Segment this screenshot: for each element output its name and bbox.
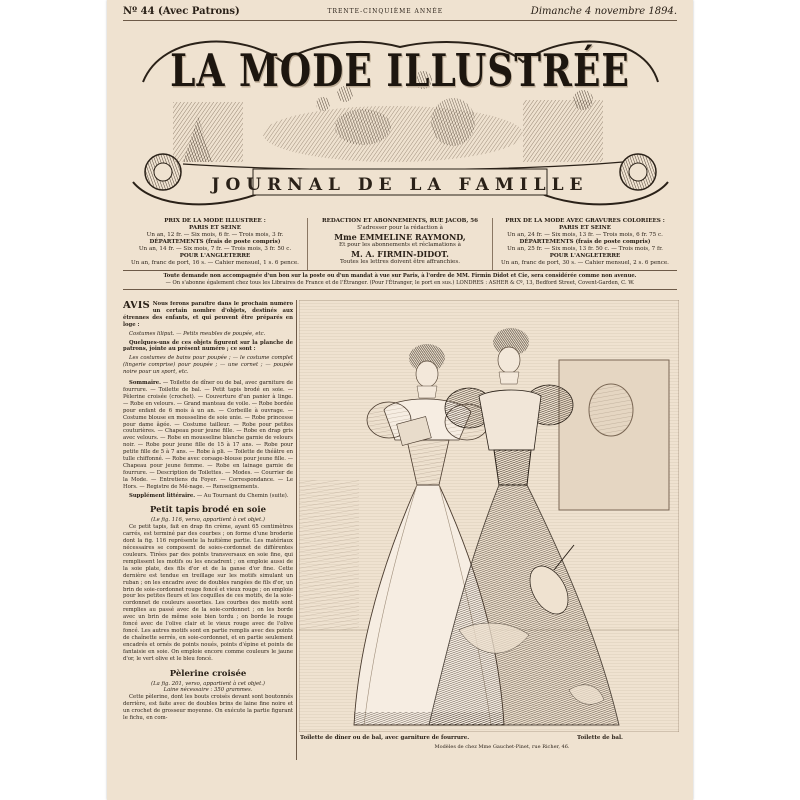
year-label: TRENTE-CINQUIÈME ANNÉE: [327, 7, 444, 15]
fashion-engraving: [299, 300, 679, 732]
newspaper-page: [107, 0, 693, 800]
masthead: [123, 22, 677, 210]
column-divider: [296, 300, 297, 760]
allegorical-figures: [263, 106, 523, 162]
editor-name: Mme EMMELINE RAYMOND,: [334, 232, 466, 242]
issue-number: Nº 44 (Avec Patrons): [123, 5, 240, 17]
supplement-block: Supplément littéraire. — Au Tournant du Chemin (suite).: [129, 492, 289, 499]
editorial-column: RÉDACTION ET ABONNEMENTS, RUE JACOB, 56 S'adresser pour la rédaction à Mme EMMELINE RAYMOND, Et pour les abonnements et réclamations à M. A. FIRMIN-DIDOT. Toutes les lettres doivent être affranchies.: [307, 218, 493, 270]
price-column-right: PRIX DE LA MODE AVEC GRAVURES COLORIÉES : PARIS ET SEINE Un an, 24 fr. — Six mois, 13 fr. — Trois mois, 6 fr. 75 c. DÉPARTEMENTS (frais de poste compris) Un an, 25 fr. — Six mois, 13 fr. 50 c. — Trois mois, 7 fr. POUR L'ANGLETERRE Un an, franc de port, 30 s. — Cahier mensuel, 2 s. 6 pence.: [501, 218, 669, 266]
top-header-line: [123, 4, 677, 21]
caption-right: Toilette de bal.: [577, 735, 623, 741]
publisher-name: M. A. FIRMIN-DIDOT.: [351, 249, 449, 259]
caption-left: Toilette de dîner ou de bal, avec garniture de fourrure.: [300, 735, 470, 741]
illustration-credit: Modèles de chez Mme Gauchet-Pinet, rue Richer, 46.: [434, 744, 570, 750]
chair: [299, 480, 359, 630]
avis-label: AVIS: [123, 301, 150, 311]
pelerine-title: Pèlerine croisée: [169, 668, 247, 679]
newspaper-title: LA MODE ILLUSTRÉE: [170, 44, 630, 98]
tapis-body: Ce petit tapis, fait en drap fin crème, ayant 65 centimètres carrés, est terminé par des courbes ; on forme d'une broderie dont la fig. 116 représente la huitième partie. Les matériaux nécessaires se composent de soies-cordonnet de différentes couleurs. Tirées par des points transversaux en soie fine, qui remplissent les motifs ou les encadrent ; on emploie aussi de la soie plate, des fils d'or et de la ganse d'or fine. Cette dernière est tendue en treillage sur les motifs simulant un ruban ; on les encadre avec de doubles rangées de fils d'or, un brin de soie-cordonnet rouge foncé et vieux rouge ; on emploie pour les petites fleurs et les coquilles de ces motifs, de la soie-cordonnet de couleurs assorties. Les courbes des motifs sont remplies au passé avec de la soie-cordonnet ; on les borde avec un brin de même soie bien tordu ; on borde le rouge foncé avec de l'olive clair et le vieux rouge avec de l'olive foncé. Les autres motifs sont en partie remplis avec des points de chaînette serrés, en soie-cordonnet, et en partie seulement encadrés et ornés de points noués, points d'épine et points de fantaisie en soie. On emploie encore comme couleurs le jaune d'or, le vert olive et le bleu foncé.: [123, 524, 293, 662]
left-text-column: AVIS Nous ferons paraître dans le prochain numéro un certain nombre d'objets, destinés aux étrennes des enfants, et qui peuvent être préparés en loge : Costumes liliput. — Petits meubles de poupée, etc. Quelques-uns de ces objets figurent sur la planche de patrons, jointe au présent numéro ; ce sont : Les costumes de bains pour poupée ; — le costume complet (lingerie comprise) pour poupée ; — une cornet ; — poupée noire pour un sport, etc. Sommaire. — Toilette de dîner ou de bal, avec garniture de fourrure. — Toilette de bal. — Petit tapis brodé en soie. — Pèlerine croisée (crochet). — Couverture d'un panier à linge. — Robe en velours. — Grand manteau de voile. — Robe bordée pour enfant de 6 mois à un an. — Corbeille à ouvrage. — Costume blouse en mousseline de soie unie. — Robe princesse pour dame âgée. — Costume tailleur. — Robe pour petites couturières. — Chapeau pour jeune fille. — Robe en drap gris avec velours. — Robe en mousseline blanche garnie de velours noir. — Robe pour jeune fille de 15 à 17 ans. — Robe pour petite fille de 5 à 7 ans. — Robe à pli. — Toilette de théâtre en tulle chiffonné. — Robe avec corsage-blouse pour jeune fille. — Chapeau pour jeune femme. — Robe en lainage garnie de fourrure. — Description de Toilettes. — Modes. — Courrier de la Mode. — Entretiens du Foyer. — Correspondance. — Le Hors. — Registre de Mé-nage. — Renseignements. Supplément littéraire. — Au Tournant du Chemin (suite). Petit tapis brodé en soie (Le fig. 116, verso, appartient à cet objet.) Ce petit tapis, fait en drap fin crème, ayant 65 centimètres carrés, est terminé par des courbes ; on forme d'une broderie dont la fig. 116 représente la huitième partie. Les matériaux nécessaires se composent de soies-cordonnet de différentes couleurs. Tirées par des points transversaux en soie fine, qui remplissent les motifs ou les encadrent ; on emploie aussi de la soie plate, des fils d'or et de la ganse d'or fine. Cette dernière est tendue en treillage sur les motifs simulant un ruban ; on les encadre avec de doubles rangées de fils d'or, un brin de soie-cordonnet rouge foncé et vieux rouge ; on emploie pour les petites fleurs et les coquilles de ces motifs, de la soie-cordonnet de couleurs assorties. Les courbes des motifs sont remplies au passé avec de la soie-cordonnet ; on les borde avec un brin de même soie bien tordu ; on borde le rouge foncé avec de l'olive clair et le vieux rouge avec de l'olive foncé. Les autres motifs sont en partie remplis avec des points de chaînette serrés, en soie-cordonnet, et en partie seulement encadrés et ornés de points noués, points d'épine et points de fantaisie en soie. On emploie encore comme couleurs le jaune d'or, le vert olive et le bleu foncé. Pèlerine croisée (La fig. 201, verso, appartient à cet objet.) Laine nécessaire : 350 grammes. Cette pèlerine, dont les bouts croisés devant sont boutonnés derrière, est faite avec de doubles brins de laine fine noire et un crochet de grosseur moyenne. On exécute la partie figurant le fichu, en com-: [123, 301, 293, 722]
subscription-info: [123, 218, 677, 271]
newspaper-subtitle: JOURNAL DE LA FAMILLE: [211, 175, 589, 195]
sommaire-block: Sommaire. — Toilette de dîner ou de bal, avec garniture de fourrure. — Toilette de bal. — Petit tapis brodé en soie. — Pèlerine croisée (crochet). — Couverture d'un panier à linge. — Robe en velours. — Grand manteau de voile. — Robe bordée pour enfant de 6 mois à un an. — Corbeille à ouvrage. — Costume blouse en mousseline de soie unie. — Robe princesse pour dame âgée. — Costume tailleur. — Robe pour petites couturières. — Chapeau pour jeune fille. — Robe en drap gris avec velours. — Robe en mousseline blanche garnie de velours noir. — Robe pour jeune fille de 15 à 17 ans. — Robe pour petite fille de 5 à 7 ans. — Robe à pli. — Toilette de théâtre en tulle chiffonné. — Robe avec corsage-blouse pour jeune fille. — Chapeau pour jeune femme. — Robe en lainage garnie de fourrure. — Description de Toilettes. — Modes. — Courrier de la Mode. — Entretiens du Foyer. — Correspondance. — Le Hors. — Registre de Mé-nage. — Renseignements.: [123, 380, 293, 490]
issue-date: Dimanche 4 novembre 1894.: [530, 5, 677, 17]
pelerine-body: Cette pèlerine, dont les bouts croisés devant sont boutonnés derrière, est faite avec de doubles brins de laine fine noire et un crochet de grosseur moyenne. On exécute la partie figurant le fichu, en com-: [123, 694, 293, 722]
avis-block: AVIS Nous ferons paraître dans le prochain numéro un certain nombre d'objets, destinés aux étrennes des enfants, et qui peuvent être préparés en loge :: [123, 301, 293, 328]
tapis-title: Petit tapis brodé en soie: [149, 505, 266, 516]
payment-notice: Toute demande non accompagnée d'un bon sur la poste ou d'un mandat à vue sur Paris, à l'ordre de MM. Firmin Didot et Cie, sera considérée comme non avenue. — On s'abonne également chez tous les Libraires de France et de l'Étranger. (Pour l'Étranger, le port en sus.) LONDRES : ASHER & Cº, 13, Bedford Street, Covent-Garden, C. W.: [123, 273, 677, 290]
price-column-left: PRIX DE LA MODE ILLUSTRÉE : PARIS ET SEINE Un an, 12 fr. — Six mois, 6 fr. — Trois mois, 3 fr. DÉPARTEMENTS (frais de poste compris) Un an, 14 fr. — Six mois, 7 fr. — Trois mois, 3 fr. 50 c. POUR L'ANGLETERRE Un an, franc de port, 16 s. — Cahier mensuel, 1 s. 6 pence.: [131, 218, 299, 266]
right-figures: [523, 100, 603, 162]
